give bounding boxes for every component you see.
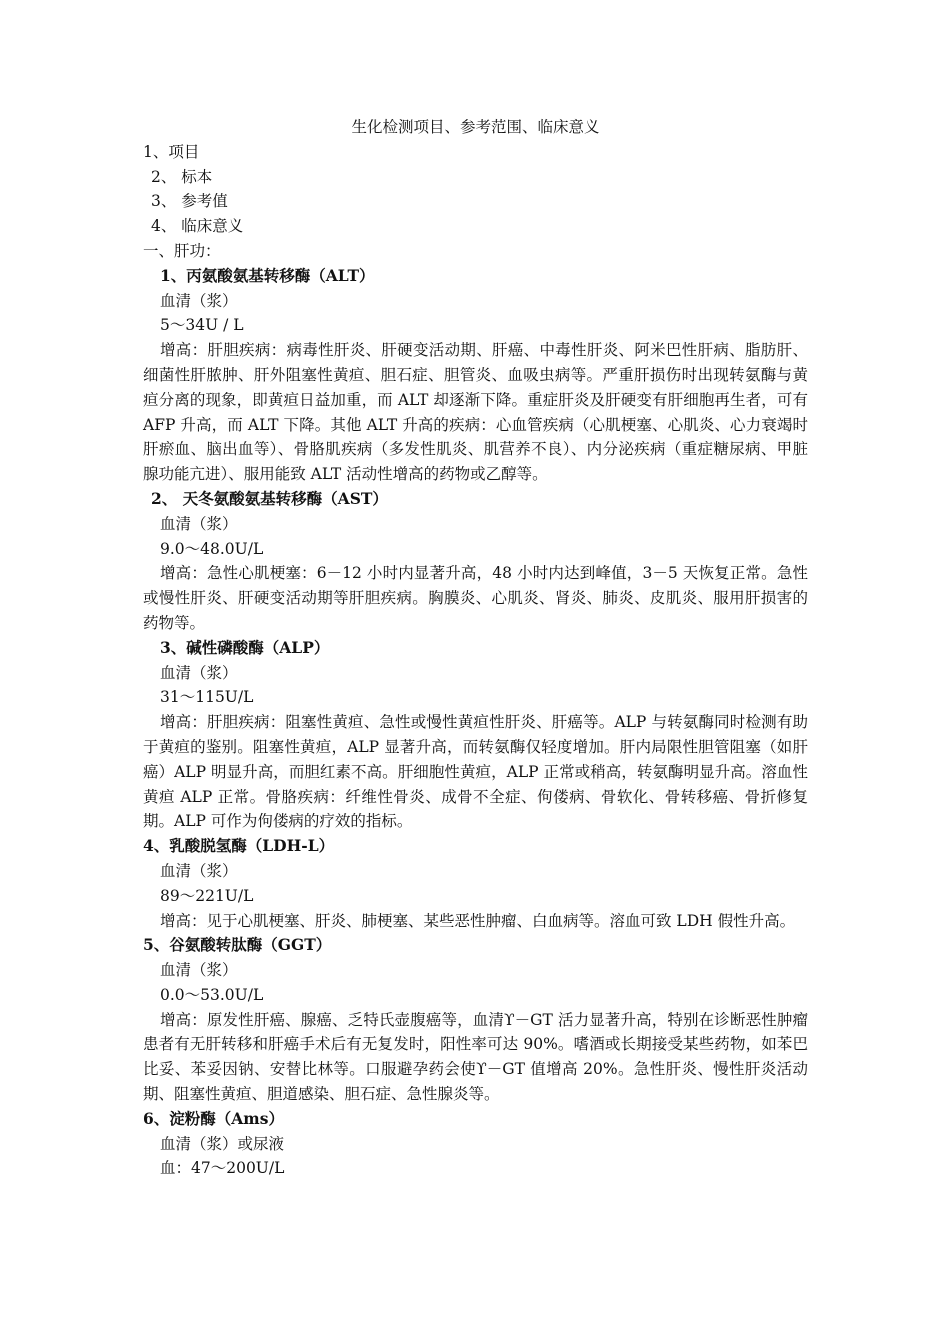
document-title: 生化检测项目、参考范围、临床意义: [351, 118, 600, 136]
item-heading-text: 2、 天冬氨酸氨基转移酶（AST）: [151, 488, 388, 508]
item-heading-ast: [143, 487, 808, 512]
item-reference-ast: 9.0～48.0U/L: [160, 539, 264, 558]
item-sample-ldh: 血清（浆）: [160, 861, 238, 880]
item-sample-ams: 血清（浆）或尿液: [160, 1134, 285, 1153]
legend-item-meaning: 4、 临床意义: [151, 217, 244, 236]
item-sample-alt: 血清（浆）: [160, 291, 238, 310]
section-heading-liver: 一、肝功：: [143, 241, 221, 260]
item-meaning-alp: 增高：肝胆疾病：阻塞性黄疸、急性或慢性黄疸性肝炎、肝癌等。ALP 与转氨酶同时检测有助于黄疸的鉴别。阻塞性黄疸，ALP 显著升高，而转氨酶仅轻度增加。肝内局限性胆管阻塞（如肝癌）ALP 明显升高，而胆红素不高。肝细胞性黄疸，ALP 正常或稍高，转氨酶明显升高。溶血性黄疸 ALP 正常。骨胳疾病：纤维性骨炎、成骨不全症、佝偻病、骨软化、骨转移癌、骨折修复期。ALP 可作为佝偻病的疗效的指标。: [143, 713, 808, 831]
item-heading-ggt: [143, 933, 808, 958]
legend-item-reference: 3、 参考值: [151, 192, 228, 211]
item-heading-text: 4、乳酸脱氢酶（LDH-L）: [143, 836, 335, 856]
document-page: [143, 115, 808, 1181]
item-meaning-ldh: 增高：见于心肌梗塞、肝炎、肺梗塞、某些恶性肿瘤、白血病等。溶血可致 LDH 假性升高。: [160, 911, 796, 930]
item-sample-ast: 血清（浆）: [160, 514, 238, 533]
item-reference-alp: 31～115U/L: [160, 688, 254, 707]
item-meaning-ast: 增高：急性心肌梗塞：6－12 小时内显著升高，48 小时内达到峰值，3－5 天恢复正常。急性或慢性肝炎、肝硬变活动期等肝胆疾病。胸膜炎、心肌炎、肾炎、肺炎、皮肌炎、服用肝损害的药物等。: [143, 564, 808, 632]
item-reference-alt: 5～34U / L: [160, 316, 244, 335]
item-heading-alp: [143, 636, 808, 661]
item-meaning-alt: 增高：肝胆疾病：病毒性肝炎、肝硬变活动期、肝癌、中毒性肝炎、阿米巴性肝病、脂肪肝、细菌性肝脓肿、肝外阻塞性黄疸、胆石症、胆管炎、血吸虫病等。严重肝损伤时出现转氨酶与黄疸分离的现象，即黄疸日益加重，而 ALT 却逐渐下降。重症肝炎及肝硬变有肝细胞再生者，可有 AFP 升高，而 ALT 下降。其他 ALT 升高的疾病：心血管疾病（心肌梗塞、心肌炎、心力衰竭时肝瘀血、脑出血等）、骨胳肌疾病（多发性肌炎、肌营养不良）、内分泌疾病（重症糖尿病、甲脏腺功能亢进）、服用能致 ALT 活动性增高的药物或乙醇等。: [143, 341, 808, 484]
item-reference-ams: 血：47～200U/L: [160, 1159, 285, 1178]
item-heading-ams: [143, 1107, 808, 1132]
item-meaning-ggt: 增高：原发性肝癌、腺癌、乏特氏壶腹癌等，血清ϒ－GT 活力显著升高，特别在诊断恶性肿瘤患者有无肝转移和肝癌手术后有无复发时，阳性率可达 90%。嗜酒或长期接受某些药物，如苯巴比妥、苯妥因钠、安替比林等。口服避孕药会使ϒ－GT 值增高 20%。急性肝炎、慢性肝炎活动期、阻塞性黄疸、胆道感染、胆石症、急性腺炎等。: [143, 1010, 808, 1104]
item-reference-ldh: 89～221U/L: [160, 886, 254, 905]
legend-item-sample: 2、 标本: [151, 167, 213, 186]
legend-item-project: 1、项目: [143, 142, 200, 161]
item-heading-text: 1、丙氨酸氨基转移酶（ALT）: [160, 265, 375, 285]
item-heading-ldh: [143, 834, 808, 859]
item-heading-text: 6、淀粉酶（Ams）: [143, 1108, 284, 1128]
item-heading-alt: [143, 264, 808, 289]
item-reference-ggt: 0.0～53.0U/L: [160, 985, 264, 1004]
item-sample-alp: 血清（浆）: [160, 663, 238, 682]
item-sample-ggt: 血清（浆）: [160, 961, 238, 980]
item-heading-text: 3、碱性磷酸酶（ALP）: [160, 637, 330, 657]
item-heading-text: 5、谷氨酸转肽酶（GGT）: [143, 935, 332, 955]
